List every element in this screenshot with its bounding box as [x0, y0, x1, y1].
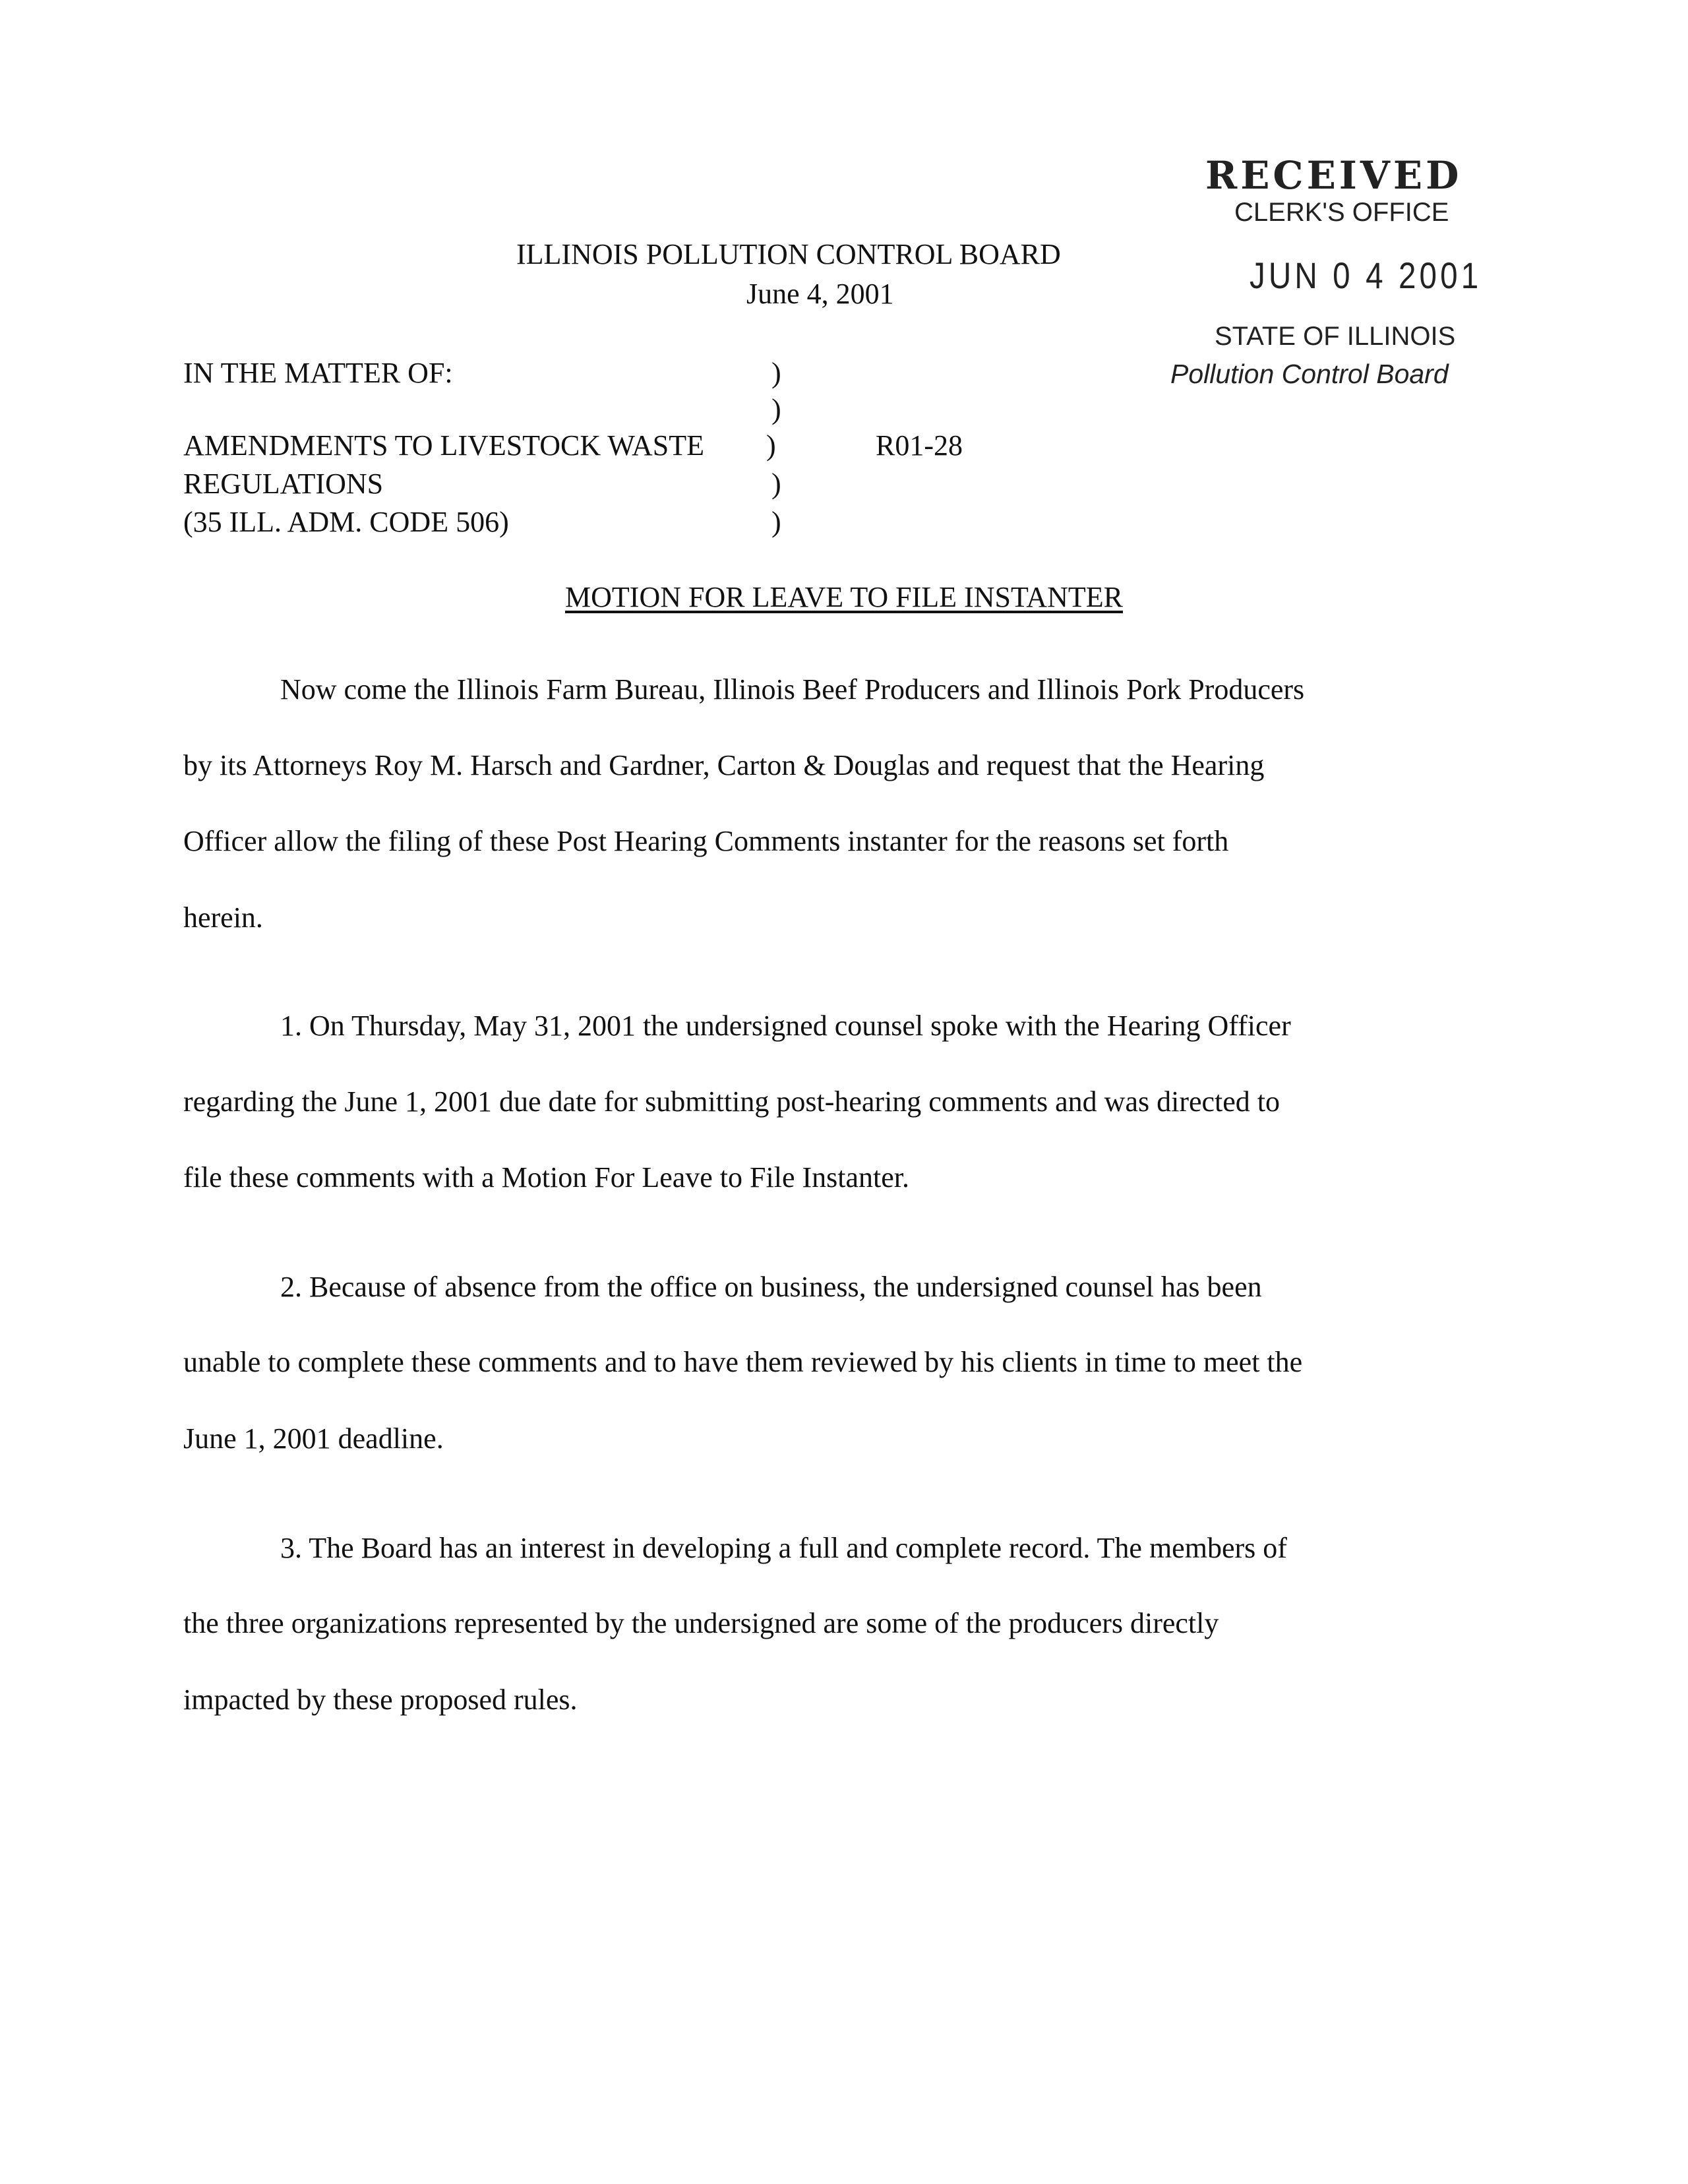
caption-line-2: REGULATIONS — [183, 468, 384, 500]
caption-paren: ) — [771, 506, 781, 538]
intro-line: Officer allow the filing of these Post Hearing Comments instanter for the reasons set forth — [183, 825, 1229, 857]
paragraph-1-line: file these comments with a Motion For Leave to File Instanter. — [183, 1161, 909, 1194]
paragraph-2-line: 2. Because of absence from the office on business, the undersigned counsel has been — [280, 1271, 1262, 1303]
caption-line-3: (35 ILL. ADM. CODE 506) — [183, 506, 509, 538]
paragraph-2-line: June 1, 2001 deadline. — [183, 1422, 444, 1455]
received-stamp-title: RECEIVED — [1205, 153, 1462, 198]
paragraph-1-line: regarding the June 1, 2001 due date for submitting post-hearing comments and was directed to — [183, 1085, 1281, 1118]
document-date: June 4, 2001 — [746, 278, 894, 310]
paragraph-3-line: impacted by these proposed rules. — [183, 1684, 578, 1716]
intro-line: Now come the Illinois Farm Bureau, Illinois Beef Producers and Illinois Pork Producers — [280, 673, 1305, 706]
intro-line: by its Attorneys Roy M. Harsch and Gardner, Carton & Douglas and request that the Hearing — [183, 749, 1265, 781]
intro-line: herein. — [183, 901, 263, 934]
paragraph-2-line: unable to complete these comments and to have them reviewed by his clients in time to meet the — [183, 1346, 1303, 1378]
caption-line-1: AMENDMENTS TO LIVESTOCK WASTE — [183, 429, 705, 462]
stamp-date: JUN 0 4 2001 — [1250, 255, 1482, 296]
docket-number: R01-28 — [876, 429, 963, 462]
motion-title: MOTION FOR LEAVE TO FILE INSTANTER — [565, 581, 1123, 613]
paragraph-3-line: the three organizations represented by the undersigned are some of the producers directly — [183, 1607, 1219, 1639]
caption-paren: ) — [771, 357, 781, 389]
stamp-state: STATE OF ILLINOIS — [1215, 322, 1456, 351]
paragraph-1-line: 1. On Thursday, May 31, 2001 the undersigned counsel spoke with the Hearing Officer — [280, 1010, 1291, 1042]
stamp-board: Pollution Control Board — [1170, 359, 1449, 389]
caption-paren: ) — [771, 393, 781, 425]
board-name: ILLINOIS POLLUTION CONTROL BOARD — [516, 238, 1061, 270]
paragraph-3-line: 3. The Board has an interest in developing a full and complete record. The members of — [280, 1532, 1287, 1564]
caption-paren: ) — [766, 429, 776, 462]
clerks-office-label: CLERK'S OFFICE — [1234, 198, 1449, 227]
caption-in-the-matter: IN THE MATTER OF: — [183, 357, 453, 389]
caption-paren: ) — [771, 468, 781, 500]
